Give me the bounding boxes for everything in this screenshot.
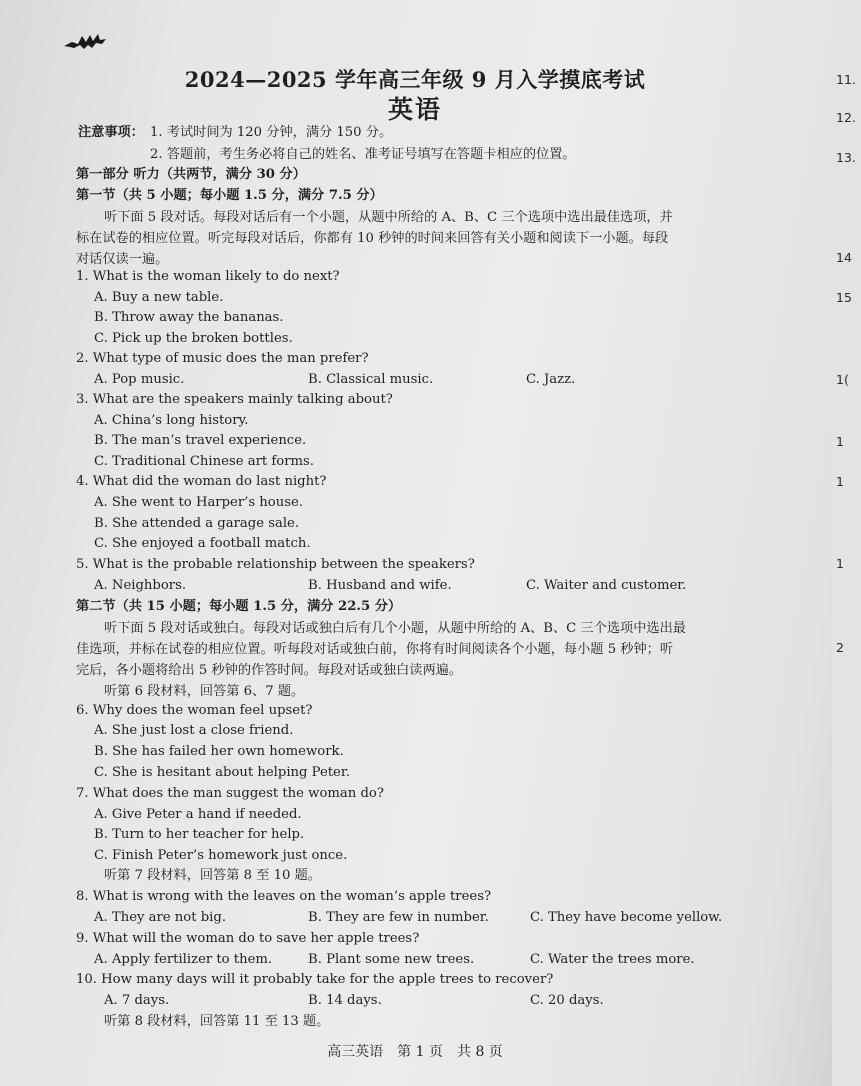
option-b: B. Plant some new trees.	[308, 952, 475, 967]
option-c: C. Finish Peter’s homework just once.	[94, 848, 348, 863]
section1-instruction: 听下面 5 段对话。每段对话后有一个小题，从题中所给的 A、B、C 三个选项中选出最佳选项，并	[104, 210, 673, 225]
section2-title: 第二节（共 15 小题；每小题 1.5 分，满分 22.5 分）	[76, 599, 402, 614]
option-a: A. They are not big.	[94, 910, 227, 925]
section1-title: 第一节（共 5 小题；每小题 1.5 分，满分 7.5 分）	[76, 188, 383, 203]
option-b: B. Turn to her teacher for help.	[94, 827, 305, 842]
edge-number: 12.	[836, 110, 856, 125]
option-a: A. Buy a new table.	[94, 290, 224, 305]
option-a: A. She just lost a close friend.	[94, 723, 294, 738]
page-footer: 高三英语 第 1 页 共 8 页	[327, 1044, 503, 1060]
option-c: C. Pick up the broken bottles.	[94, 331, 293, 346]
section1-instruction: 标在试卷的相应位置。听完每段对话后，你都有 10 秒钟的时间来回答有关小题和阅读下一小题。每段	[76, 231, 669, 246]
option-c: C. Water the trees more.	[530, 952, 695, 967]
option-a: A. Neighbors.	[94, 578, 187, 593]
option-b: B. Husband and wife.	[308, 578, 452, 593]
notes-label: 注意事项：	[78, 125, 144, 140]
option-b: B. She has failed her own homework.	[94, 744, 344, 759]
option-a: A. Give Peter a hand if needed.	[94, 807, 302, 822]
question-stem: 7. What does the man suggest the woman do?	[76, 786, 384, 801]
section2-instruction: 完后，各小题将给出 5 秒钟的作答时间。每段对话或独白读两遍。	[76, 663, 463, 678]
edge-number: 1	[836, 556, 844, 571]
edge-number: 14	[836, 250, 852, 265]
edge-number: 13.	[836, 150, 856, 165]
question-stem: 10. How many days will it probably take for the apple trees to recover?	[76, 972, 554, 987]
notes-item-1: 1. 考试时间为 120 分钟，满分 150 分。	[150, 125, 393, 140]
option-c: C. Jazz.	[526, 372, 576, 387]
edge-number: 15	[836, 290, 852, 305]
option-c: C. Traditional Chinese art forms.	[94, 454, 314, 469]
logo-icon	[62, 30, 108, 54]
material-heading: 听第 7 段材料，回答第 8 至 10 题。	[104, 868, 321, 883]
question-stem: 8. What is wrong with the leaves on the woman’s apple trees?	[76, 889, 492, 904]
option-b: B. 14 days.	[308, 993, 382, 1008]
option-c: C. She is hesitant about helping Peter.	[94, 765, 350, 780]
option-b: B. She attended a garage sale.	[94, 516, 300, 531]
question-stem: 4. What did the woman do last night?	[76, 474, 327, 489]
edge-number: 2	[836, 640, 844, 655]
option-c: C. She enjoyed a football match.	[94, 536, 311, 551]
option-b: B. Classical music.	[308, 372, 434, 387]
question-stem: 1. What is the woman likely to do next?	[76, 269, 340, 284]
question-stem: 6. Why does the woman feel upset?	[76, 703, 313, 718]
edge-number: 1	[836, 434, 844, 449]
notes-item-2: 2. 答题前，考生务必将自己的姓名、准考证号填写在答题卡相应的位置。	[150, 147, 576, 162]
exam-title: 2024—2025 学年高三年级 9 月入学摸底考试	[184, 67, 646, 92]
part1-title: 第一部分 听力（共两节，满分 30 分）	[76, 167, 306, 182]
section2-instruction: 听下面 5 段对话或独白。每段对话或独白后有几个小题，从题中所给的 A、B、C 三个选项中选出最	[104, 621, 686, 636]
question-stem: 5. What is the probable relationship between the speakers?	[76, 557, 475, 572]
section1-instruction: 对话仅读一遍。	[76, 252, 169, 267]
option-a: A. China’s long history.	[94, 413, 249, 428]
material-heading: 听第 8 段材料，回答第 11 至 13 题。	[104, 1014, 330, 1029]
option-c: C. 20 days.	[530, 993, 604, 1008]
option-a: A. 7 days.	[104, 993, 170, 1008]
subject-title: 英语	[387, 95, 442, 124]
option-a: A. Pop music.	[94, 372, 185, 387]
option-c: C. They have become yellow.	[530, 910, 723, 925]
edge-number: 1(	[836, 372, 849, 387]
option-b: B. They are few in number.	[308, 910, 489, 925]
question-stem: 2. What type of music does the man prefer?	[76, 351, 369, 366]
edge-number: 1	[836, 474, 844, 489]
option-a: A. She went to Harper’s house.	[94, 495, 303, 510]
section2-instruction: 佳选项，并标在试卷的相应位置。听每段对话或独白前，你将有时间阅读各个小题，每小题 5 秒钟；听	[76, 642, 674, 657]
option-a: A. Apply fertilizer to them.	[94, 952, 273, 967]
next-page-edge	[832, 0, 861, 1086]
option-b: B. The man’s travel experience.	[94, 433, 307, 448]
material-heading: 听第 6 段材料，回答第 6、7 题。	[104, 684, 305, 699]
question-stem: 9. What will the woman do to save her apple trees?	[76, 931, 420, 946]
option-b: B. Throw away the bananas.	[94, 310, 284, 325]
edge-number: 11.	[836, 72, 856, 87]
question-stem: 3. What are the speakers mainly talking about?	[76, 392, 393, 407]
option-c: C. Waiter and customer.	[526, 578, 687, 593]
